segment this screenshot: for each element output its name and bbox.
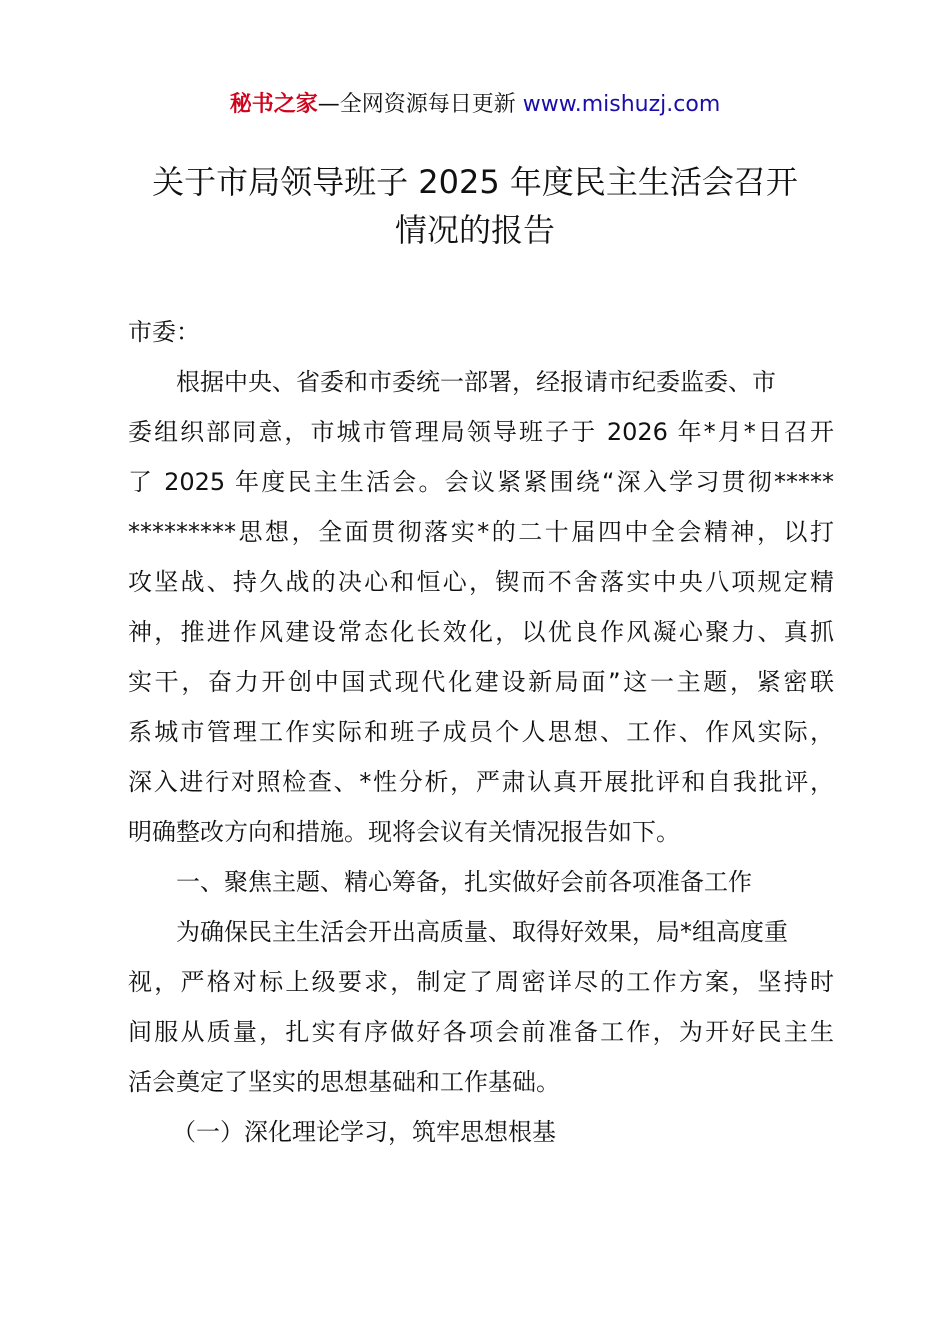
- paragraph-line: *********思想，全面贯彻落实*的二十届四中全会精神，以打: [128, 518, 834, 546]
- paragraph-line: 深入进行对照检查、*性分析，严肃认真开展批评和自我批评，: [128, 768, 834, 796]
- title-line-2: 情况的报告: [394, 211, 555, 249]
- title-line-1: 关于市局领导班子 2025 年度民主生活会召开: [152, 163, 798, 201]
- salutation: 市委：: [128, 318, 200, 346]
- paragraph-line: 活会奠定了坚实的思想基础和工作基础。: [128, 1068, 560, 1096]
- site-banner: [0, 88, 950, 122]
- paragraph-line: 实干，奋力开创中国式现代化建设新局面”这一主题，紧密联: [128, 668, 834, 696]
- paragraph-line: 根据中央、省委和市委统一部署，经报请市纪委监委、市: [176, 368, 776, 396]
- site-url-link[interactable]: www.mishuzj.com: [522, 92, 721, 117]
- paragraph-line: 攻坚战、持久战的决心和恒心，锲而不舍落实中央八项规定精: [128, 568, 834, 596]
- paragraph-line: 系城市管理工作实际和班子成员个人思想、工作、作风实际，: [128, 718, 834, 746]
- paragraph-line: 为确保民主生活会开出高质量、取得好效果，局*组高度重: [176, 918, 788, 946]
- brand-name: 秘书之家: [229, 92, 318, 117]
- section-heading: 一、聚焦主题、精心筹备，扎实做好会前各项准备工作: [176, 868, 752, 896]
- document-body: [128, 307, 834, 1157]
- paragraph-line: 间服从质量，扎实有序做好各项会前准备工作，为开好民主生: [128, 1018, 834, 1046]
- paragraph-line: 视，严格对标上级要求，制定了周密详尽的工作方案，坚持时: [128, 968, 834, 996]
- paragraph-line: 委组织部同意，市城市管理局领导班子于 2026 年*月*日召开: [128, 418, 834, 446]
- paragraph-line: 了 2025 年度民主生活会。会议紧紧围绕“深入学习贯彻*****: [128, 468, 834, 496]
- subsection-heading: （一）深化理论学习，筑牢思想根基: [172, 1118, 556, 1146]
- banner-tagline: —全网资源每日更新: [317, 92, 516, 117]
- paragraph-line: 神，推进作风建设常态化长效化，以优良作风凝心聚力、真抓: [128, 618, 834, 646]
- paragraph-line: 明确整改方向和措施。现将会议有关情况报告如下。: [128, 818, 680, 846]
- document-title: [100, 158, 850, 254]
